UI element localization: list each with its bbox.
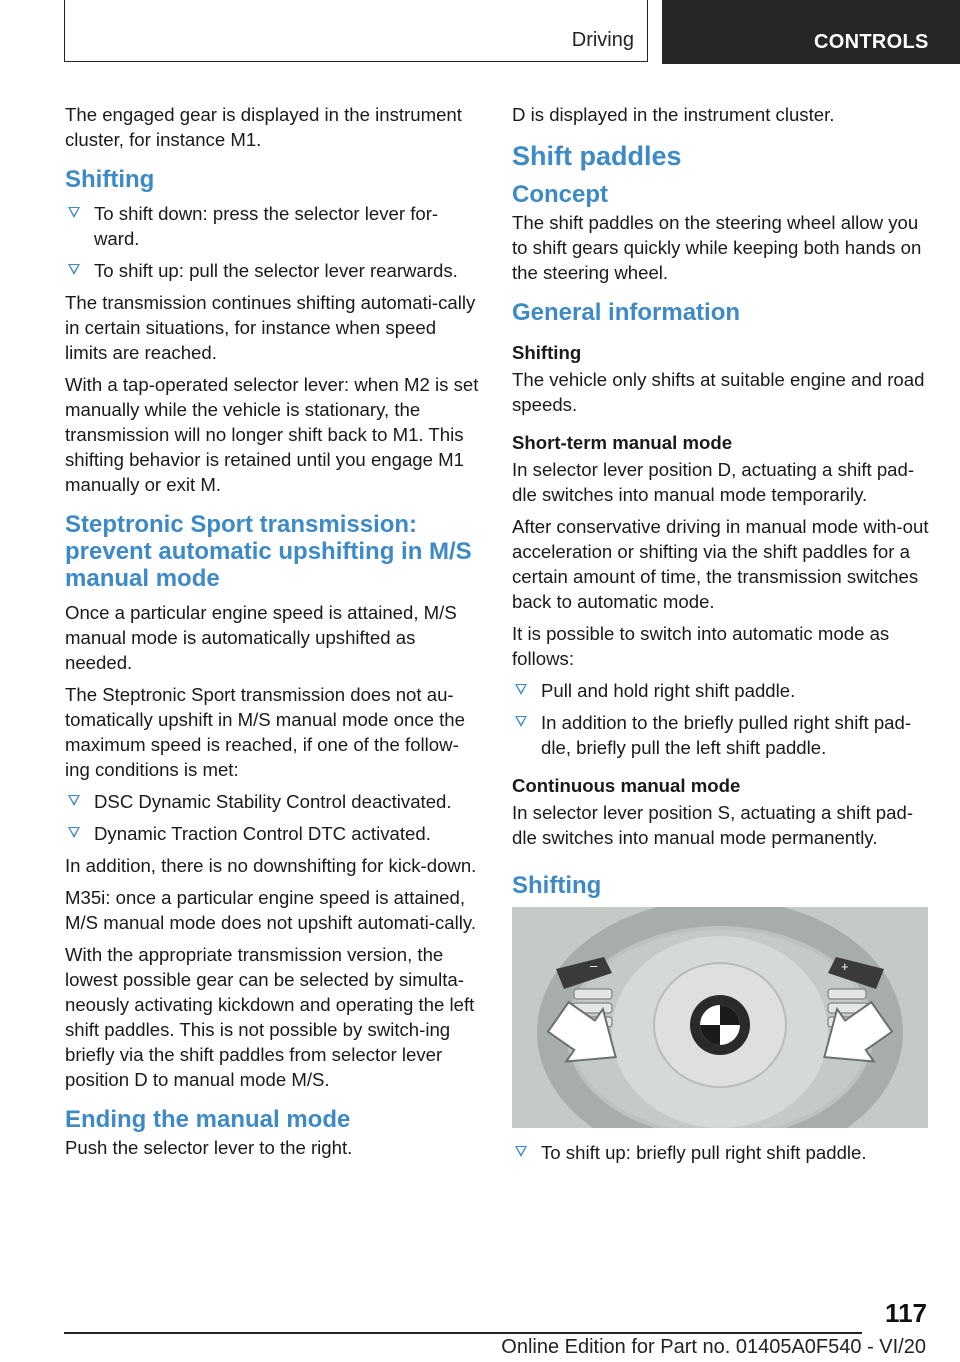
list-item-text: To shift up: pull the selector lever rearwards. <box>94 260 458 281</box>
list-item <box>512 710 930 760</box>
paragraph: Once a particular engine speed is attained, M/S manual mode is automatically upshifted as needed. <box>65 602 457 673</box>
condition-list <box>65 789 480 846</box>
list-item-text: Pull and hold right shift paddle. <box>541 680 796 701</box>
left-column <box>65 102 480 1167</box>
list-item <box>65 789 480 814</box>
list-item <box>512 678 930 703</box>
heading-shift-paddles: Shift paddles <box>512 141 682 171</box>
bullet-triangle-icon <box>68 827 80 838</box>
list-item-text: In addition to the briefly pulled right shift pad‐dle, briefly pull the left shift paddle. <box>541 712 912 758</box>
heading-ending: Ending the manual mode <box>65 1106 351 1133</box>
paragraph: It is possible to switch into automatic mode as follows: <box>512 623 890 669</box>
list-item <box>65 201 480 251</box>
steering-wheel-illustration <box>512 907 928 1128</box>
paragraph: In addition, there is no downshifting for kick‐down. <box>65 855 477 876</box>
heading-general-information: General information <box>512 299 741 326</box>
steering-wheel-figure <box>512 907 928 1128</box>
list-item-text: Dynamic Traction Control DTC activated. <box>94 823 431 844</box>
list-item-text: To shift up: briefly pull right shift paddle. <box>541 1142 867 1163</box>
paddle-plus-label: + <box>841 959 849 974</box>
list-item-text: To shift down: press the selector lever for‐ward. <box>94 203 439 249</box>
paragraph: The engaged gear is displayed in the instrument cluster, for instance M1. <box>65 104 462 150</box>
paragraph: In selector lever position D, actuating a shift pad‐dle switches into manual mode temporarily. <box>512 459 915 505</box>
chapter-label: CONTROLS <box>814 31 929 53</box>
figure-list <box>512 1140 930 1165</box>
heading-shifting-2: Shifting <box>512 872 602 899</box>
bullet-triangle-icon <box>515 684 527 695</box>
auto-mode-list <box>512 678 930 760</box>
bmw-logo <box>690 995 750 1055</box>
paragraph: The Steptronic Sport transmission does not au‐tomatically upshift in M/S manual mode once the maximum speed is reached, if one of the follow‐ing conditions is met: <box>65 684 465 780</box>
bullet-triangle-icon <box>68 207 80 218</box>
heading-shifting: Shifting <box>65 166 155 193</box>
bullet-triangle-icon <box>68 264 80 275</box>
paragraph: Push the selector lever to the right. <box>65 1137 353 1158</box>
list-item <box>512 1140 930 1165</box>
page-number: 117 <box>885 1298 927 1328</box>
paragraph: The transmission continues shifting automati‐cally in certain situations, for instance when speed limits are reached. <box>65 292 476 363</box>
bullet-triangle-icon <box>68 795 80 806</box>
subheading-short-term: Short-term manual mode <box>512 432 733 453</box>
subheading-shifting: Shifting <box>512 342 582 363</box>
paragraph: In selector lever position S, actuating a shift pad‐dle switches into manual mode permanently. <box>512 802 914 848</box>
footer-rule <box>64 1332 862 1334</box>
shift-list <box>65 201 480 283</box>
section-title: Driving <box>571 29 634 51</box>
bullet-triangle-icon <box>515 1146 527 1157</box>
paragraph: The shift paddles on the steering wheel allow you to shift gears quickly while keeping both hands on the steering wheel. <box>512 212 922 283</box>
paragraph: D is displayed in the instrument cluster. <box>512 104 835 125</box>
subheading-continuous: Continuous manual mode <box>512 775 741 796</box>
right-column <box>512 102 930 1172</box>
heading-concept: Concept <box>512 181 608 208</box>
edition-text: Online Edition for Part no. 01405A0F540 - VI/20 <box>501 1336 926 1358</box>
header-frame <box>64 0 648 62</box>
paragraph: With a tap-operated selector lever: when M2 is set manually while the vehicle is stationary, the transmission will no longer shift back to M1. This shifting behavior is retained until you engage M1 manually or exit M. <box>65 374 479 495</box>
paragraph: With the appropriate transmission version, the lowest possible gear can be selected by simulta‐neously activating kickdown and operating the left shift paddles. This is not possible by switch‐ing briefly via the shift paddles from selector lever position D to manual mode M/S. <box>65 944 475 1090</box>
list-item-text: DSC Dynamic Stability Control deactivated. <box>94 791 452 812</box>
chapter-tab <box>662 0 960 64</box>
paragraph: The vehicle only shifts at suitable engine and road speeds. <box>512 369 925 415</box>
list-item <box>65 258 480 283</box>
paddle-minus-label: – <box>590 958 598 973</box>
paragraph: After conservative driving in manual mode with‐out acceleration or shifting via the shift paddles for a certain amount of time, the transmission switches back to automatic mode. <box>512 516 929 612</box>
heading-steptronic: Steptronic Sport transmission: prevent automatic upshifting in M/S manual mode <box>65 511 472 592</box>
bullet-triangle-icon <box>515 716 527 727</box>
list-item <box>65 821 480 846</box>
paragraph: M35i: once a particular engine speed is attained, M/S manual mode does not upshift automati‐cally. <box>65 887 476 933</box>
